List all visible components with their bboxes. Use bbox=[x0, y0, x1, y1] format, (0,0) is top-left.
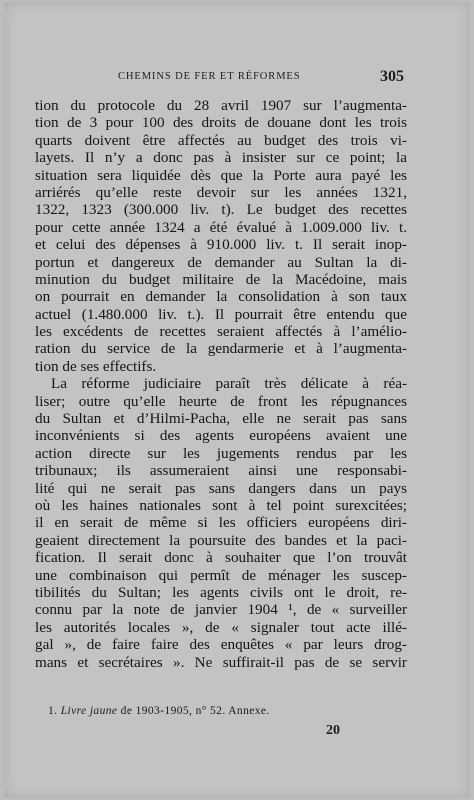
footnote-text: de 1903-1905, n° 52. Annexe. bbox=[117, 705, 270, 717]
text-line: arriérés qu’elle reste devoir sur les années 1321, bbox=[35, 183, 407, 201]
text-line: tion du protocole du 28 avril 1907 sur l’augmenta- bbox=[35, 97, 407, 114]
text-line: on pourrait en demander la consolidation à son taux bbox=[35, 288, 407, 306]
paragraph bbox=[35, 375, 407, 671]
page-header bbox=[104, 68, 404, 88]
text-line: pour cette année 1324 a été évalué à 1.009.000 liv. t. bbox=[35, 218, 407, 236]
paragraph bbox=[35, 97, 407, 375]
text-line: geaient directement la poursuite des bandes et la paci- bbox=[35, 531, 407, 549]
text-line: 1322, 1323 (300.000 liv. t). Le budget des recettes bbox=[35, 201, 407, 219]
text-line: fication. Il serait donc à souhaiter que l’on trouvât bbox=[35, 549, 407, 567]
footnote-source-title: Livre jaune bbox=[60, 705, 118, 717]
text-line: liser; outre qu’elle heurte de front les répugnances bbox=[35, 392, 407, 410]
text-line: tion de ses effectifs. bbox=[35, 357, 157, 375]
text-line: inconvénients si des agents européens avaient une bbox=[35, 427, 407, 445]
page-number: 305 bbox=[380, 68, 404, 85]
text-line: minution du budget militaire de la Macédoine, mais bbox=[35, 270, 407, 288]
text-line: actuel (1.480.000 liv. t.). Il pourrait être entendu que bbox=[35, 305, 407, 323]
text-line: lité qui ne serait pas sans dangers dans un pays bbox=[35, 479, 407, 497]
text-line: La réforme judiciaire paraît très délicate à réa- bbox=[51, 375, 407, 393]
text-line: action directe sur les jugements rendus par les bbox=[35, 444, 407, 462]
text-line: gal », de faire faire des enquêtes « par leurs drog- bbox=[35, 636, 407, 654]
text-line: situation sera liquidée dès que la Porte aura payé les bbox=[35, 166, 407, 184]
footnote-marker: 1. bbox=[48, 705, 58, 717]
text-line: une combinaison qui permît de ménager les suscep- bbox=[35, 566, 407, 584]
signature-mark: 20 bbox=[326, 723, 340, 738]
text-line: tion de 3 pour 100 des droits de douane dont les trois bbox=[35, 114, 407, 132]
text-line: portun et dangereux de demander au Sultan la di- bbox=[35, 253, 407, 271]
body-text bbox=[35, 97, 407, 671]
text-line: où les haines nationales sont à tel point surexcitées; bbox=[35, 496, 407, 514]
text-line: tibilités du Sultan; les agents civils ont le droit, re- bbox=[35, 583, 407, 601]
text-line: layets. Il n’y a donc pas à insister sur ce point; la bbox=[35, 149, 407, 167]
footnote bbox=[48, 705, 388, 717]
running-title: CHEMINS DE FER ET RÉFORMES bbox=[118, 71, 301, 82]
text-line: les excédents de recettes seraient affectés à l’amélio- bbox=[35, 323, 407, 341]
text-line: et celui des dépenses à 910.000 liv. t. Il serait inop- bbox=[35, 236, 407, 254]
text-line: les autorités locales », de « signaler tout acte illé- bbox=[35, 618, 407, 636]
text-line: il en serait de même si les officiers européens diri- bbox=[35, 514, 407, 532]
text-line: du Sultan et d’Hilmi-Pacha, elle ne serait pas sans bbox=[35, 410, 407, 428]
book-page bbox=[4, 2, 470, 798]
text-line: mans et secrétaires ». Ne suffirait-il pas de se servir bbox=[35, 653, 407, 671]
text-line: quarts doivent être affectés au budget des trois vi- bbox=[35, 131, 407, 149]
text-line: tribunaux; ils assumeraient ainsi une responsabi- bbox=[35, 462, 407, 480]
text-line: ration du service de la gendarmerie et à l’augmenta- bbox=[35, 340, 407, 358]
text-line: connu par la note de janvier 1904 ¹, de « surveiller bbox=[35, 601, 407, 619]
